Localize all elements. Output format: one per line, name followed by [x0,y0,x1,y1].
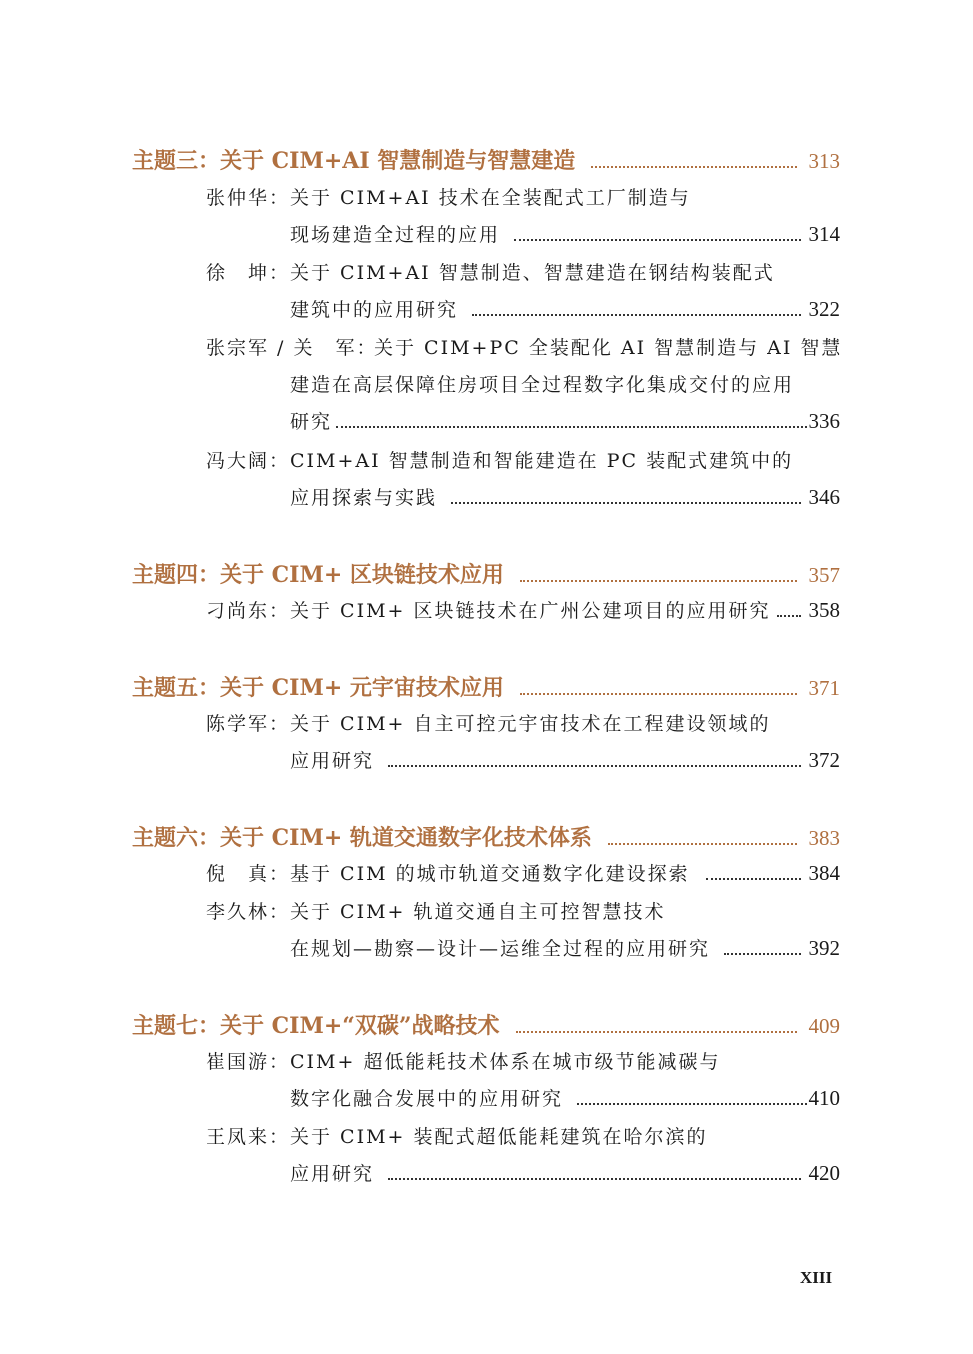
page-number: 322 [808,297,840,321]
dot-leader [777,615,801,617]
entry-title-line: 建造在高层保障住房项目全过程数字化集成交付的应用 [290,374,795,396]
entry-title-line: 关于 CIM+ 轨道交通自主可控智慧技术 [290,901,666,923]
entry-title-line: 关于 CIM+AI 技术在全装配式工厂制造与 [290,187,691,209]
entry-title-line: 关于 CIM+PC 全装配化 AI 智慧制造与 AI 智慧 [374,337,843,359]
entry-title-line: 在规划—勘察—设计—运维全过程的应用研究 [290,938,711,960]
toc-entry-continuation[interactable] [290,483,840,510]
theme-title: 主题四：关于 CIM+ 区块链技术应用 [132,562,504,588]
dot-leader [577,1103,806,1105]
author-name: 徐 坤： [206,262,291,284]
entry-title-line: 应用研究 [290,750,375,772]
dot-leader [514,239,800,241]
author-name: 张宗军 / 关 军： [206,337,378,359]
page-number: 371 [808,676,840,700]
page-number: 384 [808,861,840,885]
toc-entry-continuation[interactable] [290,220,840,247]
toc-entry[interactable] [206,183,691,210]
page-number: 346 [808,485,840,509]
toc-entry[interactable] [206,709,771,736]
page-number: 372 [808,748,840,772]
theme-title: 主题七：关于 CIM+“双碳”战略技术 [132,1013,500,1039]
toc-entry-continuation[interactable] [290,1159,840,1186]
author-name: 陈学军： [206,713,291,735]
page-number: 314 [808,222,840,246]
entry-title-line: 建筑中的应用研究 [290,299,459,321]
entry-title-line: 关于 CIM+ 区块链技术在广州公建项目的应用研究 [290,600,771,622]
toc-theme-3[interactable] [132,144,840,175]
toc-entry-continuation[interactable] [290,1084,840,1111]
page-number: 420 [808,1161,840,1185]
toc-theme-4[interactable] [132,558,840,589]
page-number: 313 [808,149,840,173]
page-number: 392 [808,936,840,960]
page-number: 410 [808,1086,840,1110]
author-name: 崔国游： [206,1051,291,1073]
toc-theme-5[interactable] [132,671,840,702]
toc-entry-continuation[interactable] [290,407,840,434]
toc-entry[interactable] [206,596,840,623]
theme-title: 主题五：关于 CIM+ 元宇宙技术应用 [132,675,504,701]
entry-title-line: 关于 CIM+ 装配式超低能耗建筑在哈尔滨的 [290,1126,708,1148]
dot-leader [388,1178,800,1180]
entry-title-line: 应用探索与实践 [290,487,438,509]
page-folio: XIII [800,1268,833,1287]
toc-entry-continuation[interactable] [290,934,840,961]
dot-leader [706,878,801,880]
entry-title-line: 关于 CIM+AI 智慧制造、智慧建造在钢结构装配式 [290,262,775,284]
author-name: 刁尚东： [206,600,291,622]
toc-entry-continuation[interactable] [290,295,840,322]
entry-title-line: 应用研究 [290,1163,375,1185]
author-name: 李久林： [206,901,291,923]
dot-leader [591,166,796,168]
page-number: 358 [808,598,840,622]
dot-leader [608,843,797,845]
dot-leader [451,502,800,504]
toc-entry[interactable] [206,859,840,886]
entry-title-line: 现场建造全过程的应用 [290,224,501,246]
toc-entry-continuation[interactable] [290,746,840,773]
entry-title-line: 研究 [290,411,333,433]
toc-theme-6[interactable] [132,821,840,852]
entry-title-line: 数字化融合发展中的应用研究 [290,1088,564,1110]
toc-entry[interactable] [206,446,793,473]
author-name: 王凤来： [206,1126,291,1148]
theme-title: 主题六：关于 CIM+ 轨道交通数字化技术体系 [132,825,592,851]
dot-leader [472,314,800,316]
author-name: 冯大阔： [206,450,291,472]
page-number: 357 [808,563,840,587]
toc-entry[interactable] [206,1047,720,1074]
dot-leader [520,580,797,582]
page-number: 383 [808,826,840,850]
page-number: 409 [808,1014,840,1038]
dot-leader [388,765,800,767]
dot-leader [520,693,797,695]
entry-title-line: CIM+AI 智慧制造和智能建造在 PC 装配式建筑中的 [290,450,794,472]
toc-entry-continuation [290,370,840,397]
dot-leader [516,1031,797,1033]
toc-entry[interactable] [206,258,775,285]
toc-entry[interactable] [206,333,842,360]
toc-entry[interactable] [206,897,666,924]
entry-title-line: 关于 CIM+ 自主可控元宇宙技术在工程建设领域的 [290,713,771,735]
entry-title-line: CIM+ 超低能耗技术体系在城市级节能减碳与 [290,1051,721,1073]
toc-entry[interactable] [206,1122,708,1149]
dot-leader [336,426,806,428]
author-name: 张仲华： [206,187,291,209]
dot-leader [724,953,800,955]
page-number: 336 [808,409,840,433]
toc-theme-7[interactable] [132,1009,840,1040]
theme-title: 主题三：关于 CIM+AI 智慧制造与智慧建造 [132,148,576,174]
author-name: 倪 真： [206,863,291,885]
entry-title-line: 基于 CIM 的城市轨道交通数字化建设探索 [290,863,690,885]
